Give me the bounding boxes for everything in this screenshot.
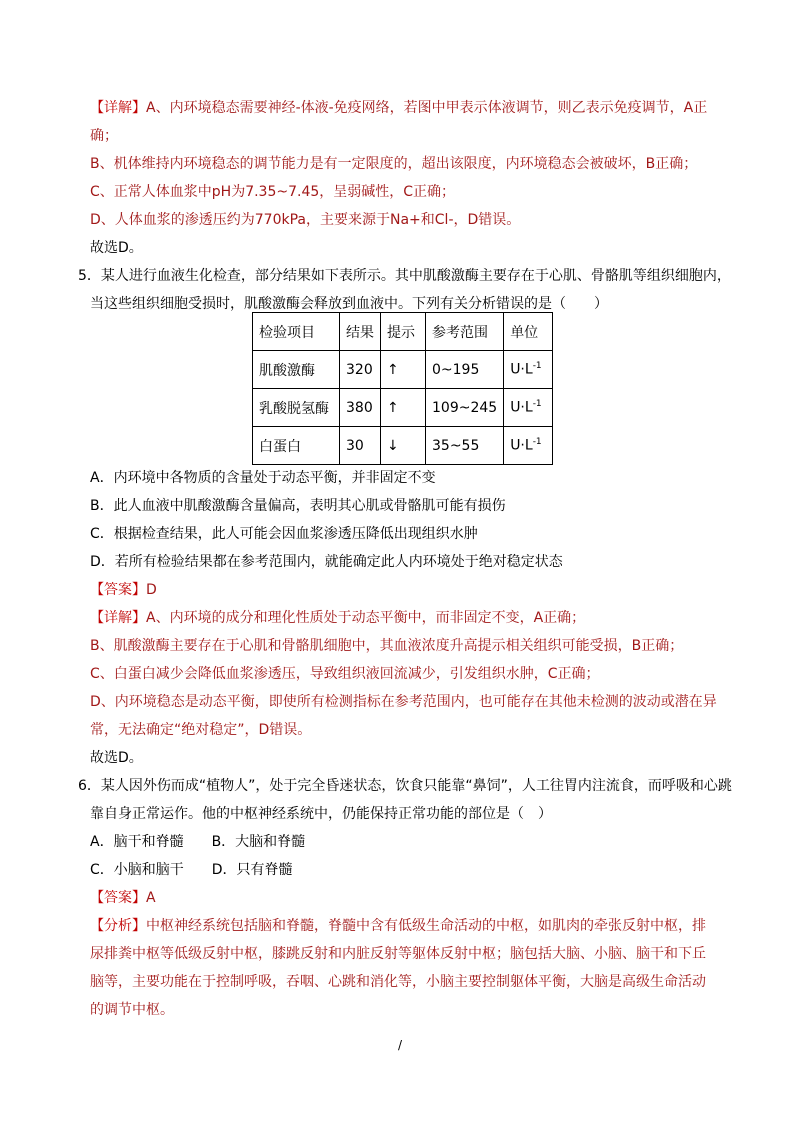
table-cell: 35~55 (426, 427, 504, 465)
q4-detail-line-4: C、正常人体血浆中pH为7.35~7.45，呈弱碱性，C正确； (90, 184, 456, 200)
q5-conclusion: 故选D。 (90, 750, 143, 766)
q5-option-a: A．内环境中各物质的含量处于动态平衡，并非固定不变 (90, 470, 436, 486)
table-cell: 白蛋白 (253, 427, 340, 465)
table-cell: $U\cdot L^{-1}$ (504, 427, 553, 465)
table-header: 单位 (504, 313, 553, 351)
q6-analysis-line-3: 脑等，主要功能在于控制呼吸，吞咽、心跳和消化等，小脑主要控制躯体平衡，大脑是高级生命活动 (90, 974, 706, 990)
table-header: 检验项目 (253, 313, 340, 351)
page-footer-mark: / (398, 1038, 403, 1052)
q5-option-b: B．此人血液中肌酸激酶含量偏高，表明其心肌或骨骼肌可能有损伤 (90, 498, 506, 514)
q6-analysis-line-4: 的调节中枢。 (90, 1002, 174, 1018)
table-cell: 320 (340, 351, 381, 389)
q6-options-ab: A．脑干和脊髓 B．大脑和脊髓 (90, 834, 306, 850)
answer-tag: 【答案】 (90, 582, 146, 598)
q5-answer (90, 580, 157, 600)
table-row (253, 351, 553, 389)
q5-option-c: C．根据检查结果，此人可能会因血浆渗透压降低出现组织水肿 (90, 526, 478, 542)
q6-options-cd: C．小脑和脑干 D．只有脊髓 (90, 862, 293, 878)
detail-tag: 【详解】 (90, 100, 146, 116)
table-cell: 肌酸激酶 (253, 351, 340, 389)
q5-detail-line-1: 【详解】A、内环境的成分和理化性质处于动态平衡中，而非固定不变，A正确； (90, 610, 586, 626)
table-row (253, 389, 553, 427)
table-cell: ↑ (381, 389, 426, 427)
table-cell: 109~245 (426, 389, 504, 427)
q6-stem-line-2: 靠自身正常运作。他的中枢神经系统中，仍能保持正常功能的部位是（ ） (90, 806, 552, 822)
detail-tag: 【详解】 (90, 610, 146, 626)
q4-detail-line-1: 【详解】A、内环境稳态需要神经-体液-免疫网络，若图中甲表示体液调节，则乙表示免疫调节，A正 (90, 100, 708, 116)
analysis-tag: 【分析】 (90, 918, 146, 934)
table-cell: 30 (340, 427, 381, 465)
table-cell: 380 (340, 389, 381, 427)
q5-option-d: D．若所有检验结果都在参考范围内，就能确定此人内环境处于绝对稳定状态 (90, 554, 563, 570)
lab-results-table (252, 312, 553, 465)
q5-detail-line-3: C、白蛋白减少会降低血浆渗透压，导致组织液回流减少，引发组织水肿，C正确； (90, 666, 600, 682)
table-row (253, 427, 553, 465)
q5-stem-line-2: 当这些组织细胞受损时，肌酸激酶会释放到血液中。下列有关分析错误的是（ ） (90, 296, 608, 312)
table-cell: 0~195 (426, 351, 504, 389)
table-cell: 乳酸脱氢酶 (253, 389, 340, 427)
q5-detail-line-2: B、肌酸激酶主要存在于心肌和骨骼肌细胞中，其血液浓度升高提示相关组织可能受损，B正确； (90, 638, 684, 654)
q4-detail-line-3: B、机体维持内环境稳态的调节能力是有一定限度的，超出该限度，内环境稳态会被破坏，B正确； (90, 156, 698, 172)
q4-detail-line-5: D、人体血浆的渗透压约为770kPa，主要来源于Na+和Cl-，D错误。 (90, 212, 521, 228)
q6-analysis-line-2: 尿排粪中枢等低级反射中枢，膝跳反射和内脏反射等躯体反射中枢；脑包括大脑、小脑、脑干和下丘 (90, 946, 706, 962)
table-header-row (253, 313, 553, 351)
q6-stem-line-1: 6．某人因外伤而成“植物人”，处于完全昏迷状态，饮食只能靠“鼻饲”，人工往胃内注流食，而呼吸和心跳 (78, 778, 732, 794)
table-cell: ↓ (381, 427, 426, 465)
answer-value: A (146, 890, 156, 906)
q6-answer (90, 888, 156, 908)
q4-detail-line-2: 确； (90, 128, 118, 144)
table-cell: ↑ (381, 351, 426, 389)
table-header: 提示 (381, 313, 426, 351)
q5-stem-line-1: 5．某人进行血液生化检查，部分结果如下表所示。其中肌酸激酶主要存在于心肌、骨骼肌等组织细胞内， (78, 268, 731, 284)
table-cell: $U\cdot L^{-1}$ (504, 351, 553, 389)
answer-value: D (146, 582, 157, 598)
table-header: 结果 (340, 313, 381, 351)
answer-tag: 【答案】 (90, 890, 146, 906)
q5-detail-line-5: 常，无法确定“绝对稳定”，D错误。 (90, 722, 312, 738)
table-cell: $U\cdot L^{-1}$ (504, 389, 553, 427)
q6-analysis-line-1: 【分析】中枢神经系统包括脑和脊髓，脊髓中含有低级生命活动的中枢，如肌肉的牵张反射中枢，排 (90, 918, 706, 934)
table-header: 参考范围 (426, 313, 504, 351)
q5-detail-line-4: D、内环境稳态是动态平衡，即使所有检测指标在参考范围内，也可能存在其他未检测的波动或潜在异 (90, 694, 717, 710)
q4-conclusion: 故选D。 (90, 240, 143, 256)
